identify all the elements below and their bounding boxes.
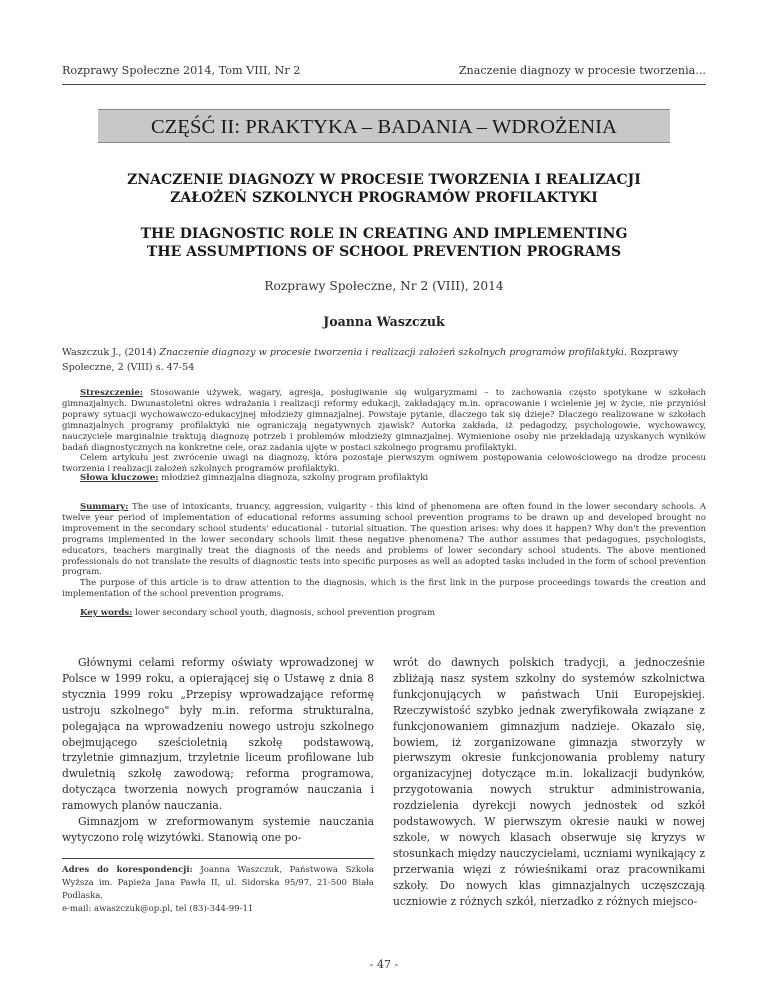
- journal-issue: Rozprawy Społeczne, Nr 2 (VIII), 2014: [264, 279, 504, 293]
- title-polish-line-2: ZAŁOŻEŃ SZKOLNYCH PROGRAMÓW PROFILAKTYKI: [170, 190, 598, 206]
- running-head: [62, 57, 706, 85]
- abstract-english: [62, 502, 706, 600]
- citation-prefix: Waszczuk J., (2014): [62, 347, 160, 358]
- body-column-left: [62, 655, 374, 846]
- abstract-polish-label: Streszczenie:: [80, 388, 143, 398]
- keywords-english: [80, 608, 435, 618]
- running-head-article: Znaczenie diagnozy w procesie tworzenia...: [458, 64, 706, 77]
- title-english-line-1: THE DIAGNOSTIC ROLE IN CREATING AND IMPLEMENTING: [140, 226, 628, 242]
- title-polish: [62, 171, 706, 207]
- keywords-english-label: Key words:: [80, 608, 133, 618]
- abstract-polish-text: Stosowanie używek, wagary, agresja, posługiwanie się wulgaryzmami – to zachowania często spotykane w szkołach gimnazjalnych. Dwunastoletni okres wdrażania i realizacji reformy edukacji, zakładający m.in. opracowanie i wcielenie jej w życie, nie przyniósł poprawy sytuacji wychowawczo-edukacyjnej młodzieży gimnazjalnej. Powstaje pytanie, dlaczego tak się dzieje? Dlaczego realizowane w szkołach gimnazjalnych programy profilaktyki nie ograniczają negatywnych zjawisk? Autorka zakłada, iż pedagodzy, psychologowie, wychowawcy, nauczyciele marginalnie traktują diagnozę potrzeb i problemów młodzieży gimnazjalnej. Wymienione osoby nie przekładają uzyskanych wyników badań diagnostycznych na konkretne cele, oraz zadania ujęte w postaci szkolnego programu profilaktyki.: [62, 388, 706, 453]
- running-head-journal: Rozprawy Społeczne 2014, Tom VIII, Nr 2: [62, 64, 301, 77]
- abstract-polish-para-1: [62, 388, 706, 453]
- footnote-divider: [62, 858, 374, 859]
- citation: [62, 346, 706, 375]
- body-paragraph: Gimnazjom w zreformowanym systemie nauczania wytyczono rolę wizytówki. Stanowią one po-: [62, 815, 374, 844]
- keywords-polish-label: Słowa kluczowe:: [80, 473, 159, 483]
- keywords-polish: [80, 473, 428, 483]
- correspondence-footnote: [62, 864, 374, 916]
- body-paragraph: wrót do dawnych polskich tradycji, a jednocześnie zbliżają nasz system szkolny do systemów szkolnictwa funkcjonujących w państwach Unii Europejskiej. Rzeczywistość szybko jednak zweryfikowała związane z funkcjonowaniem gimnazjum nadzieje. Okazało się, bowiem, iż zorganizowane gimnazja stworzyły w pierwszym okresie funkcjonowania problemy natury organizacyjnej dotyczące m.in. lokalizacji budynków, przygotowania nowych struktur administrowania, rozdzielenia dyrekcji nowych jednostek od szkół podstawowych. W pierwszym okresie nauki w nowej szkole, w nowych klasach obserwuje się kryzys w stosunkach między nauczycielami, uczniami wynikający z przerwania więzi z rówieśnikami oraz pracownikami szkoły. Do nowych klas gimnazjalnych uczęszczają uczniowie z różnych szkół, nierzadko z różnych miejsco-: [393, 656, 705, 908]
- abstract-english-para-1: [62, 502, 706, 578]
- title-english-line-2: THE ASSUMPTIONS OF SCHOOL PREVENTION PROGRAMS: [146, 244, 622, 260]
- citation-title: Znaczenie diagnozy w procesie tworzenia i realizacji założeń szkolnych programów profilaktyki: [159, 347, 624, 358]
- keywords-english-text: lower secondary school youth, diagnosis, school prevention program: [132, 608, 435, 618]
- author-name: Joanna Waszczuk: [323, 314, 445, 329]
- abstract-english-label: Summary:: [80, 502, 129, 512]
- footnote-address: Joanna Waszczuk, Państwowa Szkoła Wyższa im. Papieża Jana Pawła II, ul. Sidorska 95/97, 21-500 Biała Podlaska,: [62, 865, 374, 902]
- title-english: [62, 225, 706, 261]
- abstract-english-para-2: The purpose of this article is to draw attention to the diagnosis, which is the first link in the purpose proceedings towards the creation and implementation of the school prevention programs.: [62, 578, 706, 600]
- body-paragraph: Głównymi celami reformy oświaty wprowadzonej w Polsce w 1999 roku, a opierającej się o Ustawę z dnia 8 stycznia 1999 roku „Przepisy wprowadzające reformę ustroju szkolnego" były m.in. reforma strukturalna, polegająca na wprowadzeniu nowego ustroju szkolnego obejmującego sześcioletnią szkołę podstawową, trzyletnie gimnazjum, trzyletnie liceum profilowane lub dwuletnią szkołę zawodową; reforma programowa, dotycząca tworzenia nowych programów nauczania i ramowych planów nauczania.: [62, 656, 374, 813]
- footnote-contact: e-mail: awaszczuk@op.pl, tel (83)-344-99-11: [62, 904, 254, 915]
- title-polish-line-1: ZNACZENIE DIAGNOZY W PROCESIE TWORZENIA I REALIZACJI: [127, 172, 641, 188]
- abstract-polish: [62, 388, 706, 475]
- abstract-polish-para-2: Celem artykułu jest zwrócenie uwagi na diagnozę, która pozostaje pierwszym ogniwem postępowania celowościowego na drodze procesu tworzenia i realizacji założeń szkolnych programów profilaktyki.: [62, 453, 706, 475]
- citation-suffix: . Rozprawy Społeczne, 2 (VIII) s. 47-54: [62, 347, 679, 373]
- footnote-label: Adres do korespondencji:: [62, 865, 193, 875]
- abstract-english-text: The use of intoxicants, truancy, aggression, vulgarity - this kind of phenomena are often found in the lower secondary schools. A twelve year period of implementation of educational reforms assuming school prevention programs to be drawn up and developed brought no improvement in the secondary school students' educational - tutorial situation. The question arises: why does it happen? Why don't the prevention programs implemented in the lower secondary schools limit these negative phenomena? The author assumes that pedagogues, psychologists, educators, teachers marginally treat the diagnosis of the needs and problems of lower secondary school students. The above mentioned professionals do not translate the results of diagnostic tests into specific purposes as well as adopted tasks included in the form of school prevention program.: [62, 502, 706, 578]
- body-column-right: [393, 655, 705, 910]
- page-number: - 47 -: [369, 958, 399, 971]
- section-heading: CZĘŚĆ II: PRAKTYKA – BADANIA – WDROŻENIA: [98, 109, 670, 143]
- keywords-polish-text: młodzież gimnazjalna diagnoza, szkolny program profilaktyki: [158, 473, 429, 483]
